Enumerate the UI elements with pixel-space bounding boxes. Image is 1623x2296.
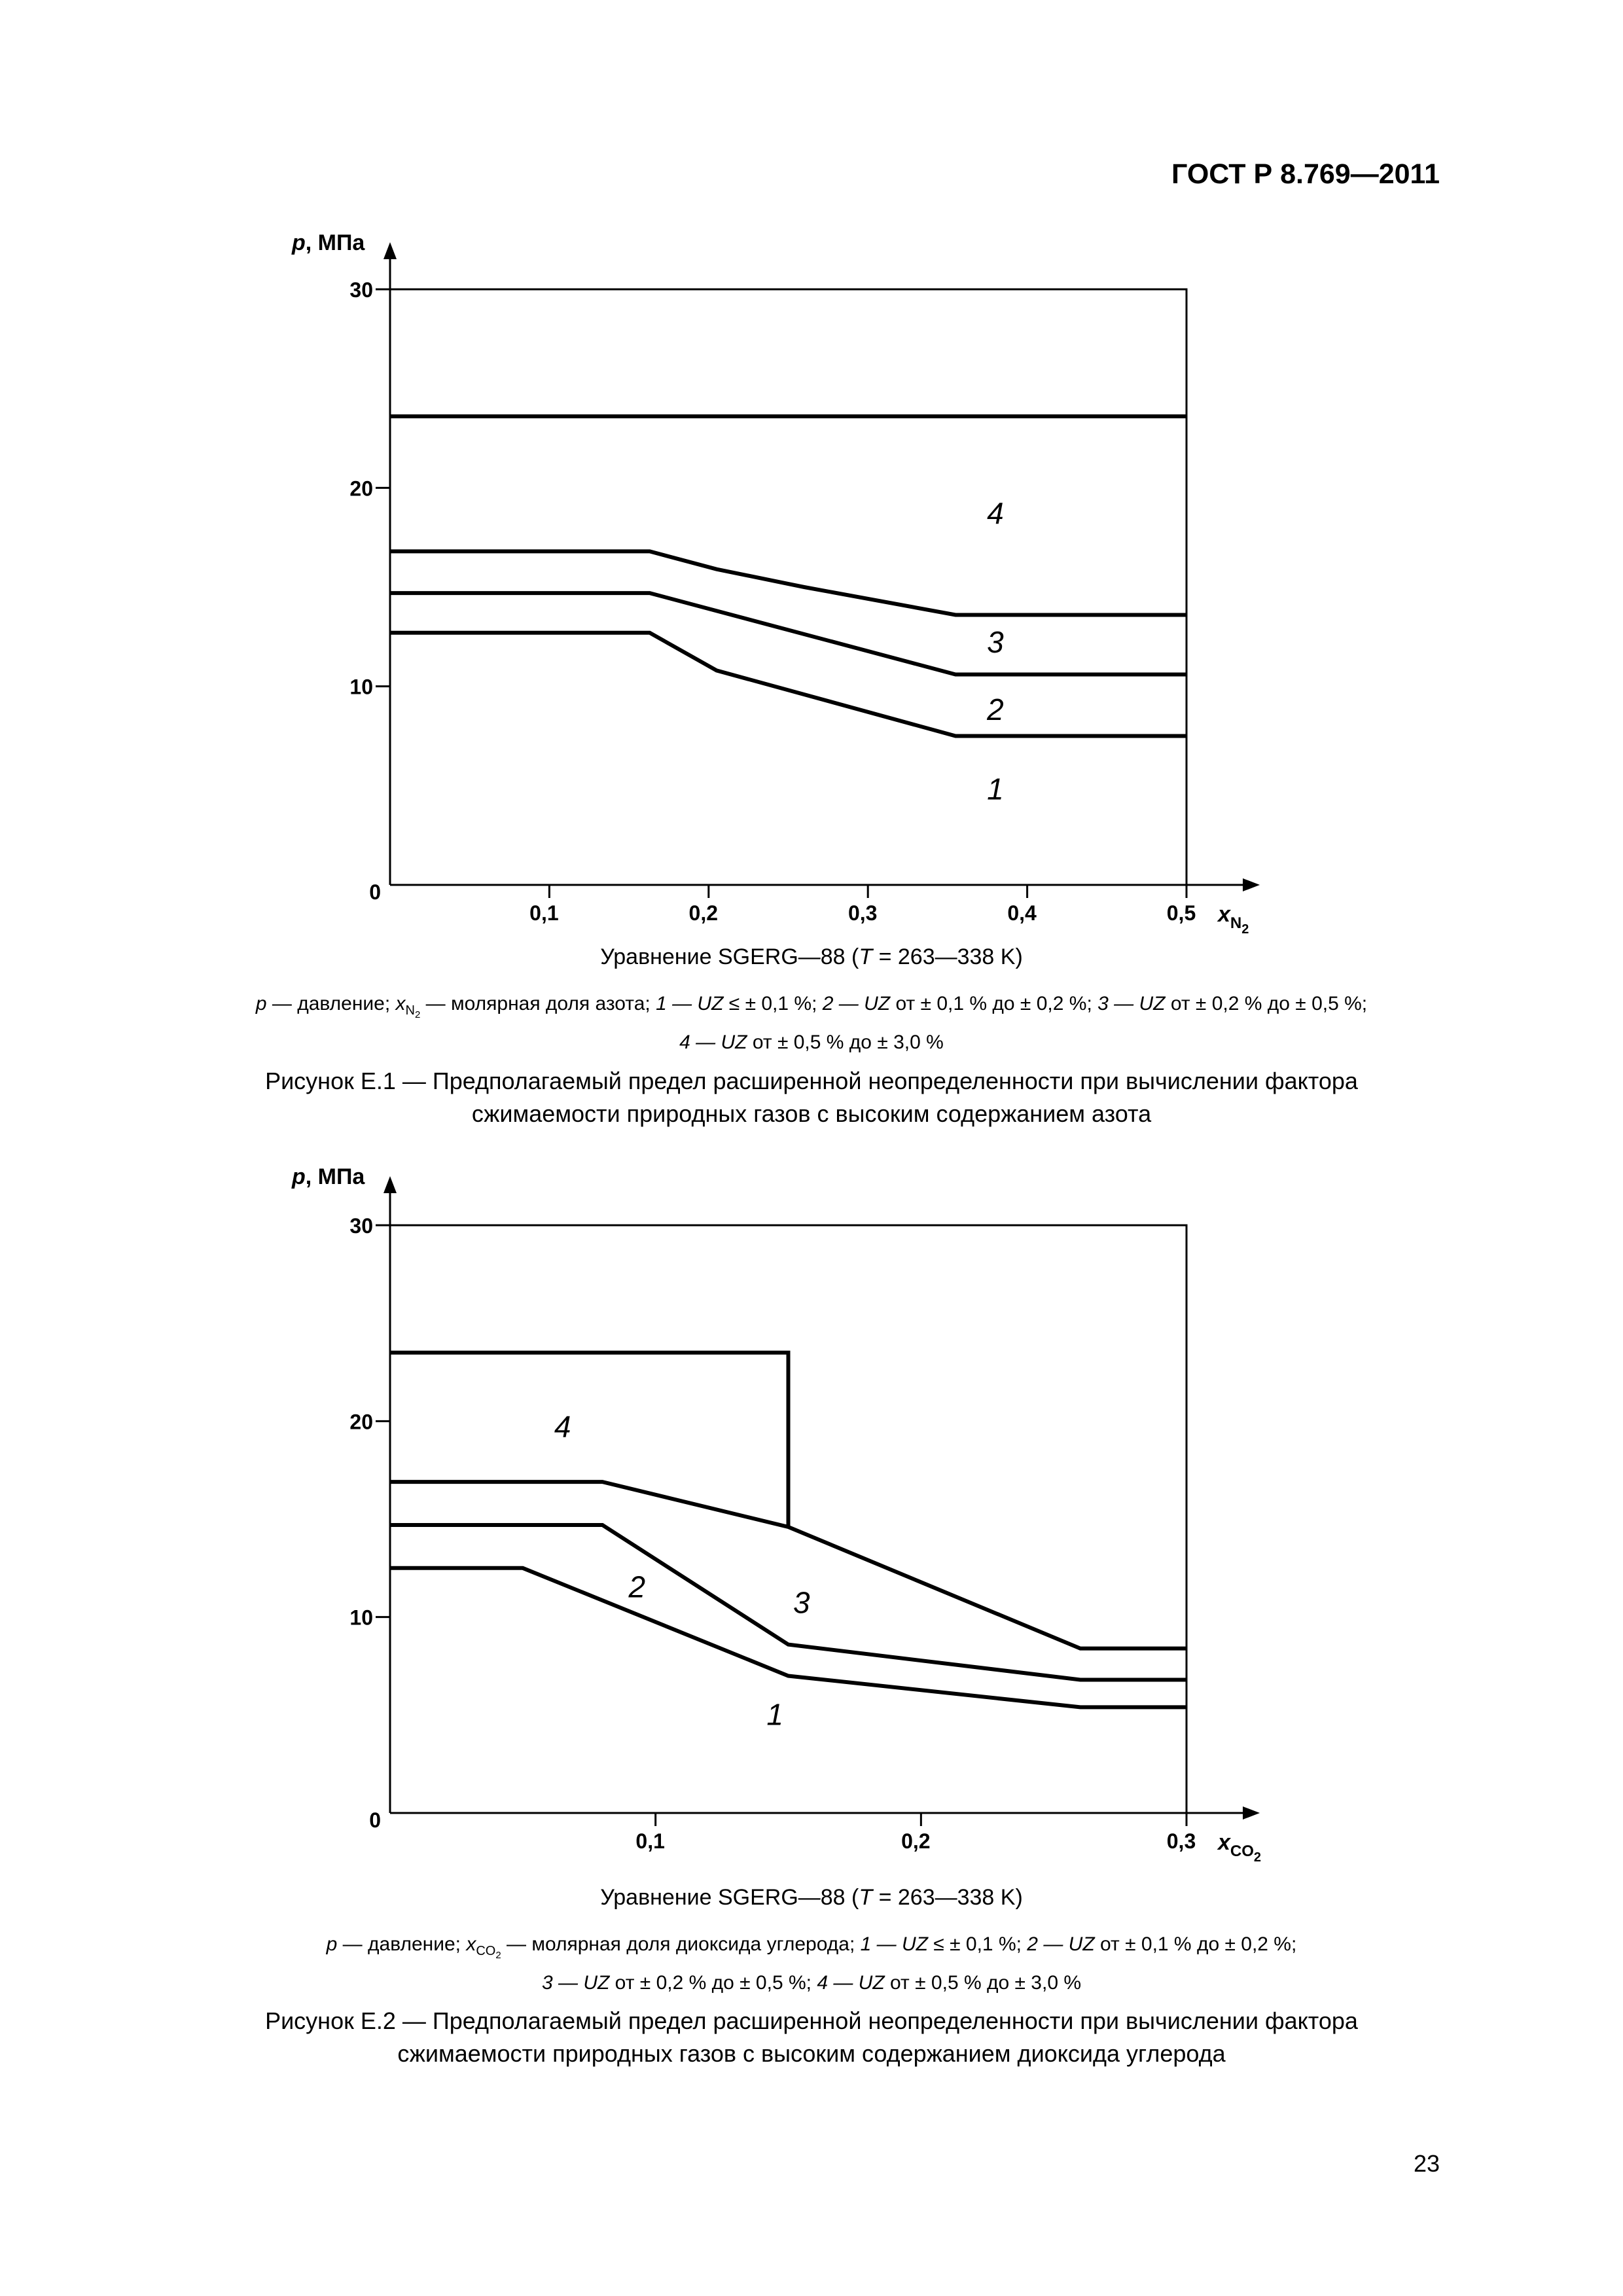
legend-x-subsub: 2 [414, 1009, 421, 1020]
region-label-3: 3 [793, 1585, 810, 1620]
boundary-line-2 [390, 1525, 1186, 1680]
legend-range-2-value: от ± 0,1 % до ± 0,2 %; [890, 993, 1098, 1014]
legend-x-symbol: x [466, 1933, 476, 1955]
boundary-line-1 [390, 633, 1186, 736]
x-tick-label: 0,3 [847, 901, 878, 925]
x-tick-label: 0,4 [1007, 901, 1037, 925]
legend-range-1-value: ≤ ± 0,1 %; [927, 1933, 1027, 1955]
legend-p-desc: — давление; [337, 1933, 467, 1955]
legend-line-2 [0, 1029, 1623, 1056]
legend-range-3-value: от ± 0,2 % до ± 0,5 %; [609, 1972, 817, 1994]
figure-e1-chart [0, 0, 1623, 949]
legend-range-4: 4 — UZ [679, 1031, 747, 1053]
region-label-4: 4 [554, 1409, 571, 1444]
plot-frame [390, 289, 1186, 885]
figure-e2-title-line-1: Рисунок Е.2 — Предполагаемый предел расширенной неопределенности при вычислении фактора [265, 2007, 1358, 2034]
legend-x-symbol: x [395, 993, 406, 1014]
legend-range-3-value: от ± 0,2 % до ± 0,5 %; [1165, 993, 1368, 1014]
x-tick-label: 0,5 [1166, 901, 1196, 925]
origin-label: 0 [369, 1808, 381, 1832]
legend-line-2 [0, 1969, 1623, 1997]
temperature-symbol: T [859, 944, 873, 969]
boundary-line-1 [390, 1568, 1186, 1708]
region-label-3: 3 [987, 625, 1004, 660]
boundary-line-4 [390, 1353, 789, 1527]
legend-range-1: 1 — UZ [860, 1933, 928, 1955]
figure-e2-title-line-2: сжимаемости природных газов с высоким содержанием диоксида углерода [397, 2040, 1226, 2067]
y-axis-arrow [383, 1176, 397, 1193]
legend-p-symbol: p [326, 1933, 338, 1955]
legend-range-2: 2 — UZ [1027, 1933, 1095, 1955]
figure-e2-chart [0, 1152, 1623, 1892]
legend-range-3: 3 — UZ [541, 1972, 610, 1994]
x-tick-label: 0,2 [688, 901, 719, 925]
region-label-2: 2 [987, 692, 1004, 727]
region-label-4: 4 [987, 495, 1004, 530]
region-label-1: 1 [766, 1697, 784, 1732]
legend-range-2: 2 — UZ [822, 993, 891, 1014]
legend-range-1-value: ≤ ± 0,1 %; [723, 993, 823, 1014]
figure-e1-title-line-2: сжимаемости природных газов с высоким содержанием азота [471, 1100, 1152, 1127]
equation-suffix: = 263—338 K) [872, 1885, 1023, 1910]
legend-range-3: 3 — UZ [1097, 993, 1166, 1014]
figure-e1-title-line-1: Рисунок Е.1 — Предполагаемый предел расширенной неопределенности при вычислении фактора [265, 1067, 1358, 1094]
legend-p-symbol: p [255, 993, 267, 1014]
x-axis-arrow [1243, 878, 1260, 891]
legend-x-subsub: 2 [495, 1950, 501, 1961]
legend-line-1 [0, 990, 1623, 1029]
legend-range-4-value: от ± 0,5 % до ± 3,0 % [747, 1031, 944, 1053]
x-axis-label: $x_{N2}$ [1218, 902, 1249, 937]
figure-e2-title [0, 2005, 1623, 2070]
figure-e2-equation-caption [0, 1885, 1623, 1910]
page-number: 23 [1413, 2150, 1440, 2177]
y-tick-label: 20 [349, 476, 373, 501]
region-label-2: 2 [628, 1570, 646, 1604]
figure-e1-title [0, 1065, 1623, 1130]
legend-x-desc: — молярная доля азота; [420, 993, 656, 1014]
y-axis-label: p, МПа [292, 1164, 365, 1189]
x-tick-label: 0,1 [635, 1829, 665, 1853]
x-axis-label: $x_{CO2}$ [1218, 1830, 1262, 1865]
origin-label: 0 [369, 880, 381, 904]
legend-range-2-value: от ± 0,1 % до ± 0,2 %; [1094, 1933, 1297, 1955]
y-tick-label: 30 [349, 1214, 373, 1238]
y-axis-arrow [383, 242, 397, 259]
figure-e2-legend [0, 1931, 1623, 1997]
legend-x-sub: CO [476, 1944, 496, 1958]
equation-prefix: Уравнение SGERG—88 ( [600, 944, 859, 969]
y-tick-label: 20 [349, 1410, 373, 1434]
y-tick-label: 30 [349, 278, 373, 302]
x-tick-label: 0,1 [529, 901, 559, 925]
legend-range-4: 4 — UZ [817, 1972, 885, 1994]
figure-e1-equation-caption [0, 944, 1623, 970]
legend-range-4-value: от ± 0,5 % до ± 3,0 % [884, 1972, 1082, 1994]
y-axis-label: p, МПа [292, 230, 365, 255]
equation-suffix: = 263—338 K) [872, 944, 1023, 969]
legend-line-1 [0, 1931, 1623, 1969]
x-tick-label: 0,2 [901, 1829, 931, 1853]
equation-prefix: Уравнение SGERG—88 ( [600, 1885, 859, 1910]
legend-x-sub: N [405, 1003, 415, 1018]
legend-p-desc: — давление; [266, 993, 396, 1014]
y-tick-label: 10 [349, 675, 373, 699]
region-label-1: 1 [987, 772, 1004, 806]
document-code: ГОСТ Р 8.769—2011 [1171, 158, 1440, 190]
legend-range-1: 1 — UZ [656, 993, 724, 1014]
legend-x-desc: — молярная доля диоксида углерода; [501, 1933, 861, 1955]
temperature-symbol: T [859, 1885, 873, 1910]
x-axis-arrow [1243, 1806, 1260, 1820]
figure-e1-legend [0, 990, 1623, 1056]
y-tick-label: 10 [349, 1605, 373, 1630]
boundary-line-3 [390, 551, 1186, 615]
x-tick-label: 0,3 [1166, 1829, 1196, 1853]
